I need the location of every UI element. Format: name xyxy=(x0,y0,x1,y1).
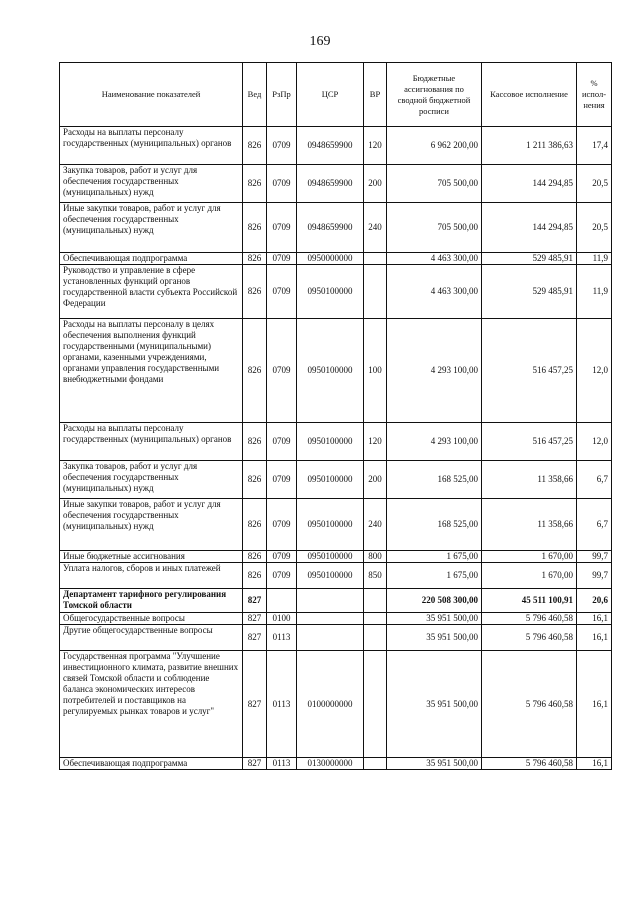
cell-budget: 4 463 300,00 xyxy=(387,265,482,319)
table-row xyxy=(60,319,612,423)
cell-budget: 4 293 100,00 xyxy=(387,319,482,423)
cell-vr xyxy=(364,758,387,770)
cell-ved: 827 xyxy=(243,651,267,758)
cell-ved: 827 xyxy=(243,589,267,613)
cell-cash: 5 796 460,58 xyxy=(482,758,577,770)
table-row xyxy=(60,265,612,319)
cell-budget: 4 463 300,00 xyxy=(387,253,482,265)
table-row xyxy=(60,165,612,203)
cell-pct: 16,1 xyxy=(577,651,612,758)
cell-vr xyxy=(364,265,387,319)
cell-budget: 168 525,00 xyxy=(387,499,482,551)
cell-budget: 35 951 500,00 xyxy=(387,651,482,758)
cell-rzpr: 0113 xyxy=(267,651,297,758)
cell-pct: 99,7 xyxy=(577,551,612,563)
cell-rzpr: 0113 xyxy=(267,625,297,651)
cell-vr: 120 xyxy=(364,423,387,461)
cell-csr: 0948659900 xyxy=(297,165,364,203)
col-header-name: Наименование показателей xyxy=(60,63,243,127)
cell-pct: 6,7 xyxy=(577,461,612,499)
cell-name: Руководство и управление в сфере установленных функций органов государственной власти субъекта Российской Федерации xyxy=(60,265,243,319)
cell-csr xyxy=(297,613,364,625)
cell-csr: 0950100000 xyxy=(297,319,364,423)
cell-pct: 16,1 xyxy=(577,625,612,651)
col-header-cash: Кассовое исполнение xyxy=(482,63,577,127)
cell-name: Другие общегосударственные вопросы xyxy=(60,625,243,651)
cell-vr xyxy=(364,613,387,625)
cell-cash: 11 358,66 xyxy=(482,461,577,499)
cell-name: Общегосударственные вопросы xyxy=(60,613,243,625)
cell-rzpr: 0709 xyxy=(267,551,297,563)
cell-csr: 0130000000 xyxy=(297,758,364,770)
cell-ved: 826 xyxy=(243,563,267,589)
cell-ved: 827 xyxy=(243,613,267,625)
cell-pct: 11,9 xyxy=(577,253,612,265)
cell-pct: 6,7 xyxy=(577,499,612,551)
cell-ved: 826 xyxy=(243,165,267,203)
table-row xyxy=(60,499,612,551)
cell-pct: 12,0 xyxy=(577,319,612,423)
cell-budget: 168 525,00 xyxy=(387,461,482,499)
cell-csr: 0950100000 xyxy=(297,563,364,589)
cell-csr: 0950100000 xyxy=(297,265,364,319)
cell-cash: 144 294,85 xyxy=(482,203,577,253)
cell-ved: 826 xyxy=(243,265,267,319)
cell-budget: 1 675,00 xyxy=(387,563,482,589)
col-header-pct: % испол-нения xyxy=(577,63,612,127)
cell-vr xyxy=(364,253,387,265)
cell-csr: 0950100000 xyxy=(297,499,364,551)
cell-budget: 705 500,00 xyxy=(387,165,482,203)
cell-rzpr: 0709 xyxy=(267,253,297,265)
cell-cash: 11 358,66 xyxy=(482,499,577,551)
cell-pct: 17,4 xyxy=(577,127,612,165)
cell-ved: 826 xyxy=(243,203,267,253)
table-row xyxy=(60,625,612,651)
cell-ved: 826 xyxy=(243,499,267,551)
cell-ved: 826 xyxy=(243,127,267,165)
cell-csr: 0100000000 xyxy=(297,651,364,758)
cell-name: Закупка товаров, работ и услуг для обеспечения государственных (муниципальных) нужд xyxy=(60,461,243,499)
cell-rzpr xyxy=(267,589,297,613)
cell-cash: 144 294,85 xyxy=(482,165,577,203)
table-row xyxy=(60,253,612,265)
cell-csr: 0948659900 xyxy=(297,127,364,165)
cell-vr: 240 xyxy=(364,499,387,551)
cell-pct: 12,0 xyxy=(577,423,612,461)
cell-vr xyxy=(364,625,387,651)
cell-rzpr: 0113 xyxy=(267,758,297,770)
cell-pct: 16,1 xyxy=(577,758,612,770)
cell-rzpr: 0709 xyxy=(267,563,297,589)
cell-rzpr: 0100 xyxy=(267,613,297,625)
cell-vr: 240 xyxy=(364,203,387,253)
cell-pct: 99,7 xyxy=(577,563,612,589)
cell-budget: 4 293 100,00 xyxy=(387,423,482,461)
cell-name: Обеспечивающая подпрограмма xyxy=(60,253,243,265)
cell-name: Обеспечивающая подпрограмма xyxy=(60,758,243,770)
cell-name: Расходы на выплаты персоналу государственных (муниципальных) органов xyxy=(60,423,243,461)
table-row xyxy=(60,203,612,253)
page-number: 169 xyxy=(309,34,331,49)
cell-name: Иные бюджетные ассигнования xyxy=(60,551,243,563)
cell-name: Расходы на выплаты персоналу в целях обеспечения выполнения функций государственными (муниципальными) органами, казенными учреждениями, органами управления государственными внебюджетными фондами xyxy=(60,319,243,423)
cell-vr: 200 xyxy=(364,461,387,499)
cell-budget: 705 500,00 xyxy=(387,203,482,253)
cell-budget: 35 951 500,00 xyxy=(387,625,482,651)
cell-cash: 529 485,91 xyxy=(482,265,577,319)
cell-cash: 5 796 460,58 xyxy=(482,613,577,625)
cell-vr: 100 xyxy=(364,319,387,423)
cell-csr: 0948659900 xyxy=(297,203,364,253)
cell-vr xyxy=(364,651,387,758)
cell-cash: 529 485,91 xyxy=(482,253,577,265)
cell-cash: 516 457,25 xyxy=(482,423,577,461)
cell-vr: 800 xyxy=(364,551,387,563)
cell-rzpr: 0709 xyxy=(267,165,297,203)
cell-csr: 0950100000 xyxy=(297,551,364,563)
cell-name: Закупка товаров, работ и услуг для обеспечения государственных (муниципальных) нужд xyxy=(60,165,243,203)
cell-name: Департамент тарифного регулирования Томской области xyxy=(60,589,243,613)
cell-csr xyxy=(297,625,364,651)
cell-cash: 1 670,00 xyxy=(482,551,577,563)
cell-csr xyxy=(297,589,364,613)
col-header-csr: ЦСР xyxy=(297,63,364,127)
cell-cash: 516 457,25 xyxy=(482,319,577,423)
cell-name: Иные закупки товаров, работ и услуг для обеспечения государственных (муниципальных) нужд xyxy=(60,203,243,253)
col-header-rzpr: РзПр xyxy=(267,63,297,127)
cell-rzpr: 0709 xyxy=(267,127,297,165)
table-row xyxy=(60,651,612,758)
cell-budget: 35 951 500,00 xyxy=(387,613,482,625)
col-header-vr: ВР xyxy=(364,63,387,127)
cell-pct: 16,1 xyxy=(577,613,612,625)
table-row xyxy=(60,563,612,589)
cell-rzpr: 0709 xyxy=(267,423,297,461)
budget-table xyxy=(59,62,612,770)
cell-csr: 0950100000 xyxy=(297,461,364,499)
cell-vr: 850 xyxy=(364,563,387,589)
cell-ved: 827 xyxy=(243,758,267,770)
cell-rzpr: 0709 xyxy=(267,203,297,253)
table-row xyxy=(60,461,612,499)
cell-cash: 5 796 460,58 xyxy=(482,625,577,651)
cell-ved: 826 xyxy=(243,319,267,423)
cell-ved: 826 xyxy=(243,551,267,563)
col-header-budget: Бюджетные ассигнования по сводной бюджетной росписи xyxy=(387,63,482,127)
cell-cash: 1 670,00 xyxy=(482,563,577,589)
cell-pct: 11,9 xyxy=(577,265,612,319)
cell-cash: 45 511 100,91 xyxy=(482,589,577,613)
cell-name: Иные закупки товаров, работ и услуг для обеспечения государственных (муниципальных) нужд xyxy=(60,499,243,551)
cell-csr: 0950000000 xyxy=(297,253,364,265)
cell-budget: 1 675,00 xyxy=(387,551,482,563)
cell-rzpr: 0709 xyxy=(267,265,297,319)
table-row xyxy=(60,551,612,563)
cell-budget: 6 962 200,00 xyxy=(387,127,482,165)
cell-name: Государственная программа "Улучшение инвестиционного климата, развитие внешних связей Томской области и соблюдение баланса экономических интересов потребителей и поставщиков на регулируемых рынках товаров и услуг" xyxy=(60,651,243,758)
table-row xyxy=(60,127,612,165)
table-row xyxy=(60,758,612,770)
cell-rzpr: 0709 xyxy=(267,319,297,423)
cell-rzpr: 0709 xyxy=(267,461,297,499)
col-header-ved: Вед xyxy=(243,63,267,127)
cell-budget: 220 508 300,00 xyxy=(387,589,482,613)
table-row xyxy=(60,423,612,461)
cell-cash: 1 211 386,63 xyxy=(482,127,577,165)
cell-vr: 120 xyxy=(364,127,387,165)
table-row xyxy=(60,589,612,613)
cell-budget: 35 951 500,00 xyxy=(387,758,482,770)
cell-ved: 827 xyxy=(243,625,267,651)
cell-pct: 20,5 xyxy=(577,203,612,253)
cell-ved: 826 xyxy=(243,423,267,461)
cell-vr xyxy=(364,589,387,613)
cell-cash: 5 796 460,58 xyxy=(482,651,577,758)
cell-name: Уплата налогов, сборов и иных платежей xyxy=(60,563,243,589)
cell-csr: 0950100000 xyxy=(297,423,364,461)
cell-vr: 200 xyxy=(364,165,387,203)
cell-ved: 826 xyxy=(243,461,267,499)
table-row xyxy=(60,613,612,625)
cell-rzpr: 0709 xyxy=(267,499,297,551)
cell-pct: 20,5 xyxy=(577,165,612,203)
cell-ved: 826 xyxy=(243,253,267,265)
cell-pct: 20,6 xyxy=(577,589,612,613)
table-header xyxy=(60,63,612,127)
cell-name: Расходы на выплаты персоналу государственных (муниципальных) органов xyxy=(60,127,243,165)
